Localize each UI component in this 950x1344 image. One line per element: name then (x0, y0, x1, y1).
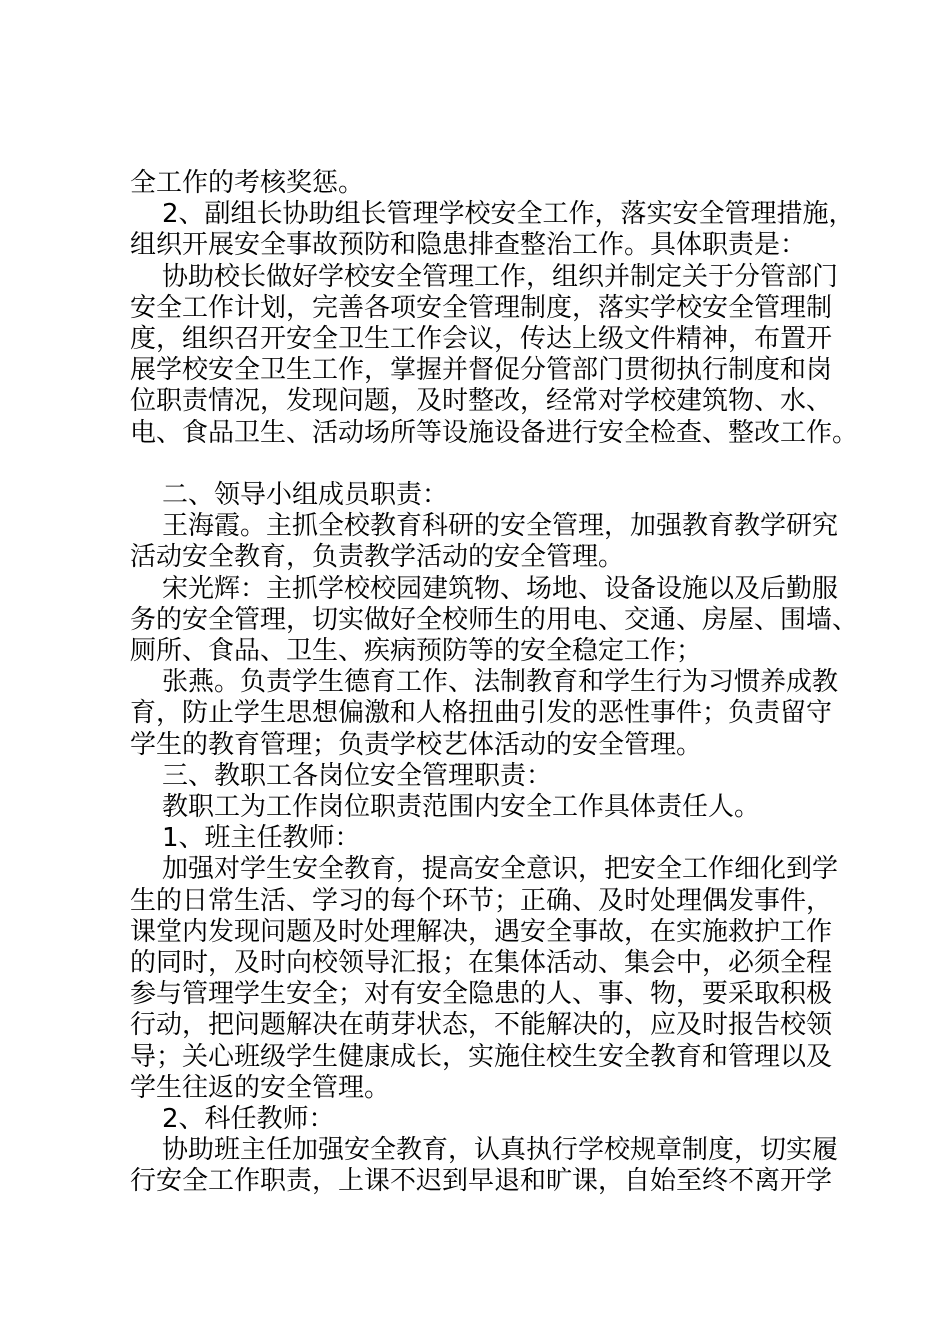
text-line: 度，组织召开安全卫生工作会议，传达上级文件精神，布置开 (130, 324, 833, 355)
text-line: 加强对学生安全教育，提高安全意识，把安全工作细化到学 (162, 854, 839, 885)
text-line: 全工作的考核奖惩。 (130, 168, 365, 198)
text-line: 课堂内发现问题及时处理解决，遇安全事故，在实施救护工作 (130, 916, 833, 947)
section-heading: 三、教职工各岗位安全管理职责： (162, 760, 553, 791)
text-line: 导；关心班级学生健康成长，实施住校生安全教育和管理以及 (130, 1041, 833, 1072)
document-body (130, 168, 859, 1198)
text-line: 务的安全管理，切实做好全校师生的用电、交通、房屋、围墙、 (130, 604, 859, 635)
text-line: 安全工作计划，完善各项安全管理制度，落实学校安全管理制 (130, 292, 833, 323)
text-line: 教职工为工作岗位职责范围内安全工作具体责任人。 (162, 792, 761, 823)
text-line: 的同时，及时向校领导汇报；在集体活动、集会中，必须全程 (130, 948, 833, 979)
text-line: 参与管理学生安全；对有安全隐患的人、事、物，要采取积极 (130, 979, 833, 1010)
text-line: 协助校长做好学校安全管理工作，组织并制定关于分管部门 (162, 261, 839, 292)
text-line: 位职责情况，发现问题，及时整改，经常对学校建筑物、水、 (130, 386, 833, 417)
subsection-heading: 2、科任教师： (162, 1104, 335, 1135)
text-line: 组织开展安全事故预防和隐患排查整治工作。具体职责是： (130, 230, 807, 261)
subsection-heading: 1、班主任教师： (162, 823, 361, 854)
text-line: 生的日常生活、学习的每个环节；正确、及时处理偶发事件， (130, 885, 833, 916)
blank-line (130, 449, 836, 480)
text-line: 电、食品卫生、活动场所等设施设备进行安全检查、整改工作。 (130, 417, 859, 448)
text-line: 行安全工作职责，上课不迟到早退和旷课，自始至终不离开学 (130, 1166, 833, 1197)
text-line: 行动，把问题解决在萌芽状态，不能解决的，应及时报告校领 (130, 1010, 833, 1041)
text-line: 活动安全教育，负责教学活动的安全管理。 (130, 542, 625, 573)
text-line: 展学校安全卫生工作，掌握并督促分管部门贯彻执行制度和岗 (130, 355, 833, 386)
text-line: 张燕。负责学生德育工作、法制教育和学生行为习惯养成教 (162, 667, 839, 698)
text-line: 王海霞。主抓全校教育科研的安全管理，加强教育教学研究 (162, 511, 839, 542)
text-line: 协助班主任加强安全教育，认真执行学校规章制度，切实履 (162, 1135, 839, 1166)
text-line: 宋光辉：主抓学校校园建筑物、场地、设备设施以及后勤服 (162, 573, 839, 604)
text-line: 2、副组长协助组长管理学校安全工作，落实安全管理措施， (162, 199, 855, 230)
section-heading: 二、领导小组成员职责： (162, 480, 449, 511)
text-line: 学生的教育管理；负责学校艺体活动的安全管理。 (130, 729, 703, 760)
text-line: 育，防止学生思想偏激和人格扭曲引发的恶性事件；负责留守 (130, 698, 833, 729)
text-line: 学生往返的安全管理。 (130, 1072, 391, 1103)
text-line: 厕所、食品、卫生、疾病预防等的安全稳定工作； (130, 636, 703, 667)
